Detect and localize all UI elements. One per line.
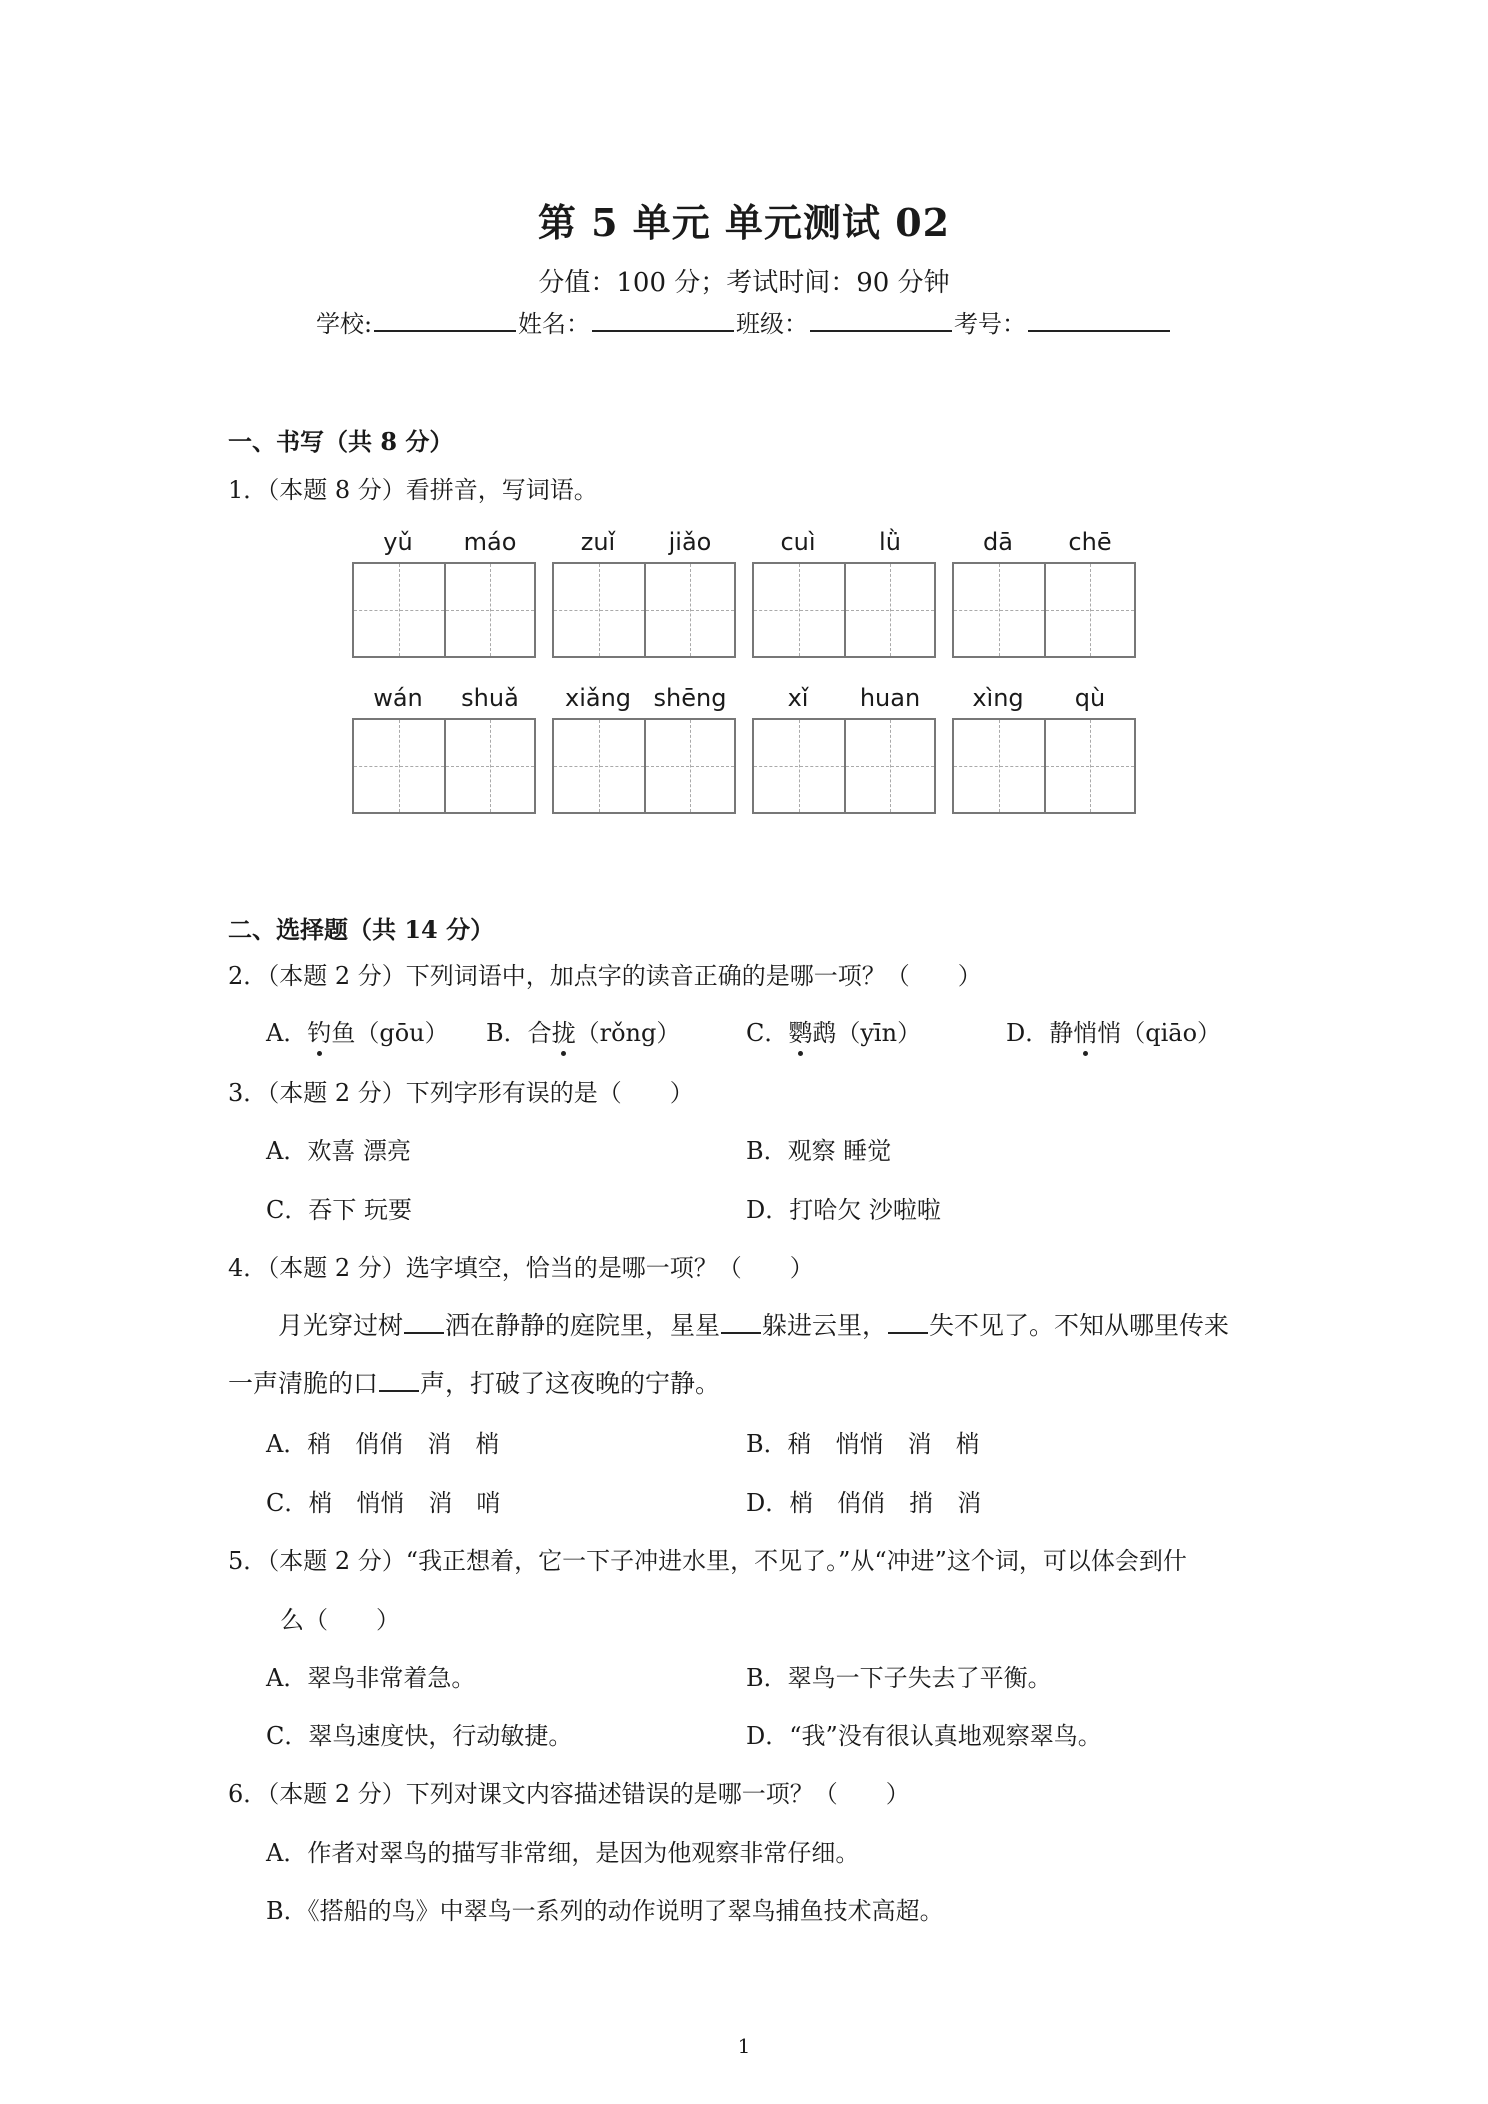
page-number: 1 (737, 2034, 751, 2058)
question-6-option-a[interactable]: A．作者对翠鸟的描写非常细，是因为他观察非常仔细。 (266, 1839, 860, 1867)
number-label: 考号： (954, 310, 1027, 338)
writing-grid-pair[interactable] (552, 562, 736, 658)
question-4-option-a[interactable]: A．稍 俏俏 消 梢 (266, 1430, 500, 1458)
question-2-stem: 2．（本题 2 分）下列词语中，加点字的读音正确的是哪一项？（ ） (228, 962, 982, 990)
question-2-option-a[interactable] (266, 1013, 449, 1048)
writing-cell[interactable] (954, 720, 1044, 812)
section-1-heading: 一、书写（共 8 分） (228, 427, 454, 456)
writing-cell[interactable] (444, 720, 534, 812)
writing-grid-pair[interactable] (752, 562, 936, 658)
writing-grid-pair[interactable] (752, 718, 936, 814)
option-text: 鱼（gōu） (331, 1019, 449, 1047)
class-blank[interactable] (810, 306, 952, 332)
question-3-option-d[interactable]: D．打哈欠 沙啦啦 (746, 1196, 941, 1224)
fill-blank[interactable] (404, 1310, 444, 1334)
school-label: 学校: (315, 310, 373, 338)
writing-cell[interactable] (954, 564, 1044, 656)
passage-text: 躲进云里， (762, 1311, 888, 1340)
dotted-char: 鹦 (788, 1013, 812, 1048)
question-1-stem: 1．（本题 8 分）看拼音，写词语。 (228, 476, 598, 504)
dotted-char: 悄 (1073, 1013, 1097, 1048)
writing-cell[interactable] (644, 564, 734, 656)
pinyin-label: xìng (972, 684, 1024, 712)
page-title: 第 5 单元 单元测试 02 (537, 200, 951, 245)
pinyin-label: xǐ (787, 684, 809, 712)
writing-grid-pair[interactable] (952, 718, 1136, 814)
dotted-char: 拢 (552, 1013, 576, 1048)
writing-cell[interactable] (354, 720, 444, 812)
writing-cell[interactable] (754, 720, 844, 812)
pinyin-label: qù (1074, 684, 1106, 712)
question-3-option-a[interactable]: A．欢喜 漂亮 (266, 1137, 411, 1165)
question-2-option-c[interactable] (746, 1013, 921, 1048)
writing-cell[interactable] (1044, 720, 1134, 812)
passage-text: 洒在静静的庭院里，星星 (445, 1311, 721, 1340)
option-text: （rǒng） (575, 1019, 681, 1047)
writing-cell[interactable] (554, 564, 644, 656)
writing-cell[interactable] (844, 720, 934, 812)
number-blank[interactable] (1028, 306, 1170, 332)
passage-text: 声，打破了这夜晚的宁静。 (420, 1369, 721, 1398)
writing-grid-pair[interactable] (352, 562, 536, 658)
writing-cell[interactable] (644, 720, 734, 812)
question-5-option-d[interactable]: D．“我”没有很认真地观察翠鸟。 (746, 1722, 1102, 1750)
pinyin-label: chē (1068, 528, 1112, 556)
question-4-passage-line-2 (228, 1364, 720, 1400)
question-6-option-b[interactable]: B．《搭船的鸟》中翠鸟一系列的动作说明了翠鸟捕鱼技术高超。 (266, 1897, 944, 1925)
pinyin-label: wán (373, 684, 423, 712)
writing-grid-pair[interactable] (952, 562, 1136, 658)
passage-text: 一声清脆的口 (228, 1369, 379, 1398)
section-2-heading: 二、选择题（共 14 分） (228, 915, 495, 944)
question-3-option-c[interactable]: C．吞下 玩要 (266, 1196, 412, 1224)
question-5-stem: 5．（本题 2 分）“我正想着，它一下子冲进水里，不见了。”从“冲进”这个词，可以体会到什 (228, 1547, 1187, 1575)
student-info-line (0, 304, 1488, 339)
writing-cell[interactable] (444, 564, 534, 656)
writing-cell[interactable] (554, 720, 644, 812)
question-4-passage-line-1 (278, 1306, 1229, 1342)
writing-cell[interactable] (1044, 564, 1134, 656)
pinyin-label: shēng (653, 684, 727, 712)
pinyin-label: máo (463, 528, 517, 556)
question-5-option-c[interactable]: C．翠鸟速度快，行动敏捷。 (266, 1722, 573, 1750)
dotted-char: 钓 (307, 1013, 331, 1048)
passage-text: 月光穿过树 (278, 1311, 404, 1340)
name-label: 姓名： (518, 310, 591, 338)
question-2-option-d[interactable] (1006, 1013, 1221, 1048)
question-5-option-a[interactable]: A．翠鸟非常着急。 (266, 1664, 476, 1692)
pinyin-label: cuì (780, 528, 816, 556)
name-blank[interactable] (592, 306, 734, 332)
question-2-option-b[interactable] (486, 1013, 680, 1048)
writing-cell[interactable] (354, 564, 444, 656)
option-text: 悄（qiāo） (1097, 1019, 1222, 1047)
fill-blank[interactable] (379, 1368, 419, 1392)
question-4-option-b[interactable]: B．稍 悄悄 消 梢 (746, 1430, 980, 1458)
option-text: A． (266, 1019, 308, 1047)
pinyin-label: huan (859, 684, 921, 712)
pinyin-label: yǔ (383, 528, 413, 556)
pinyin-label: xiǎng (564, 684, 632, 712)
writing-grid-pair[interactable] (552, 718, 736, 814)
fill-blank[interactable] (721, 1310, 761, 1334)
pinyin-label: zuǐ (580, 528, 616, 556)
pinyin-label: dā (983, 528, 1013, 556)
question-4-option-c[interactable]: C．梢 悄悄 消 哨 (266, 1489, 501, 1517)
fill-blank[interactable] (888, 1310, 928, 1334)
school-blank[interactable] (374, 306, 516, 332)
question-5-option-b[interactable]: B．翠鸟一下子失去了平衡。 (746, 1664, 1052, 1692)
exam-subtitle: 分值：100 分；考试时间：90 分钟 (538, 268, 950, 298)
option-text: 鹉（yīn） (812, 1019, 922, 1047)
question-4-option-d[interactable]: D．梢 俏俏 捎 消 (746, 1489, 982, 1517)
writing-grid-pair[interactable] (352, 718, 536, 814)
pinyin-label: shuǎ (461, 684, 519, 712)
passage-text: 失不见了。不知从哪里传来 (929, 1311, 1230, 1340)
question-4-stem: 4．（本题 2 分）选字填空，恰当的是哪一项？（ ） (228, 1254, 814, 1282)
writing-cell[interactable] (754, 564, 844, 656)
option-text: B．合 (486, 1019, 552, 1047)
question-3-option-b[interactable]: B．观察 睡觉 (746, 1137, 892, 1165)
pinyin-label: jiǎo (668, 528, 712, 556)
pinyin-label: lǜ (879, 528, 901, 556)
class-label: 班级： (736, 310, 809, 338)
question-3-stem: 3．（本题 2 分）下列字形有误的是（ ） (228, 1079, 694, 1107)
question-5-stem-continued: 么（ ） (280, 1606, 400, 1634)
option-text: C． (746, 1019, 789, 1047)
writing-cell[interactable] (844, 564, 934, 656)
option-text: D．静 (1006, 1019, 1074, 1047)
question-6-stem: 6．（本题 2 分）下列对课文内容描述错误的是哪一项？（ ） (228, 1780, 910, 1808)
